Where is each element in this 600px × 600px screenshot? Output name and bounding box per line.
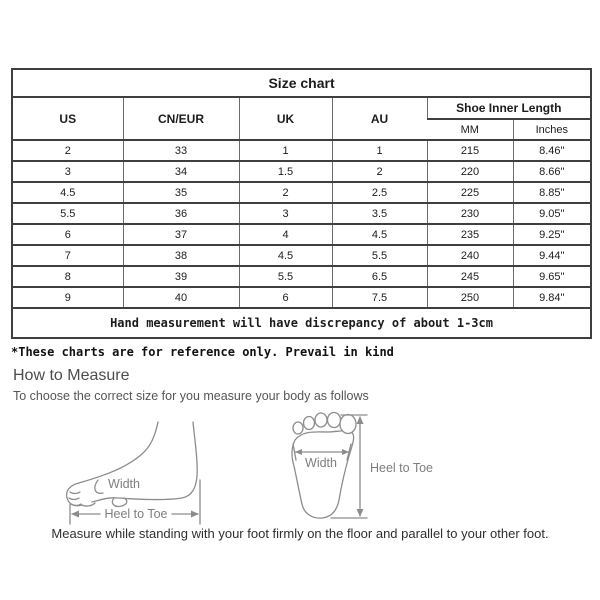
size-chart-table-wrap xyxy=(11,68,590,339)
column-header-inner-length: Shoe Inner Length xyxy=(427,97,591,119)
table-cell: 36 xyxy=(123,203,239,224)
table-cell: 4.5 xyxy=(12,182,123,203)
table-row xyxy=(12,140,591,161)
table-cell: 8.85" xyxy=(513,182,591,203)
foot-top-view-diagram xyxy=(283,408,461,531)
table-cell: 8.46" xyxy=(513,140,591,161)
table-cell: 4.5 xyxy=(332,224,427,245)
table-row xyxy=(12,182,591,203)
top-heel-to-toe-label: Heel to Toe xyxy=(370,461,434,475)
reference-disclaimer: *These charts are for reference only. Prevail in kind xyxy=(11,345,394,359)
table-cell: 2 xyxy=(12,140,123,161)
measurement-discrepancy-note: Hand measurement will have discrepancy of about 1-3cm xyxy=(12,308,591,338)
table-cell: 40 xyxy=(123,287,239,308)
table-cell: 4 xyxy=(239,224,332,245)
table-title-row xyxy=(12,69,591,97)
table-row xyxy=(12,266,591,287)
table-cell: 5.5 xyxy=(239,266,332,287)
column-header-uk: UK xyxy=(239,97,332,140)
table-cell: 1 xyxy=(332,140,427,161)
table-cell: 1 xyxy=(239,140,332,161)
table-cell: 220 xyxy=(427,161,513,182)
table-cell: 7.5 xyxy=(332,287,427,308)
table-cell: 245 xyxy=(427,266,513,287)
table-cell: 9.65" xyxy=(513,266,591,287)
table-cell: 2 xyxy=(239,182,332,203)
table-cell: 5.5 xyxy=(332,245,427,266)
top-width-label: Width xyxy=(305,456,337,470)
table-cell: 39 xyxy=(123,266,239,287)
column-header-cneur: CN/EUR xyxy=(123,97,239,140)
table-cell: 250 xyxy=(427,287,513,308)
column-header-us: US xyxy=(12,97,123,140)
foot-side-view-diagram xyxy=(62,418,212,537)
table-cell: 2.5 xyxy=(332,182,427,203)
foot-top-view-icon xyxy=(283,408,461,526)
table-cell: 1.5 xyxy=(239,161,332,182)
how-to-measure-heading: How to Measure xyxy=(13,367,130,384)
column-header-mm: MM xyxy=(427,119,513,140)
table-cell: 5.5 xyxy=(12,203,123,224)
table-cell: 9.05" xyxy=(513,203,591,224)
table-row xyxy=(12,287,591,308)
table-cell: 9.25" xyxy=(513,224,591,245)
table-cell: 240 xyxy=(427,245,513,266)
table-cell: 3.5 xyxy=(332,203,427,224)
column-header-inches: Inches xyxy=(513,119,591,140)
column-header-au: AU xyxy=(332,97,427,140)
table-cell: 235 xyxy=(427,224,513,245)
table-cell: 8.66" xyxy=(513,161,591,182)
table-footnote-row xyxy=(12,308,591,338)
table-cell: 6.5 xyxy=(332,266,427,287)
foot-side-view-icon xyxy=(62,418,212,532)
table-cell: 2 xyxy=(332,161,427,182)
table-cell: 6 xyxy=(12,224,123,245)
table-cell: 225 xyxy=(427,182,513,203)
measure-instruction: Measure while standing with your foot firmly on the floor and parallel to your other foot. xyxy=(51,526,549,541)
size-table-body xyxy=(12,140,591,308)
size-chart-table xyxy=(11,68,592,339)
table-cell: 33 xyxy=(123,140,239,161)
table-row xyxy=(12,245,591,266)
table-cell: 7 xyxy=(12,245,123,266)
table-cell: 8 xyxy=(12,266,123,287)
table-cell: 9.84" xyxy=(513,287,591,308)
table-cell: 6 xyxy=(239,287,332,308)
table-cell: 9 xyxy=(12,287,123,308)
table-cell: 3 xyxy=(12,161,123,182)
table-cell: 4.5 xyxy=(239,245,332,266)
table-cell: 37 xyxy=(123,224,239,245)
table-cell: 230 xyxy=(427,203,513,224)
side-heel-to-toe-label: Heel to Toe xyxy=(104,507,168,521)
side-width-label: Width xyxy=(108,477,140,491)
table-header-row xyxy=(12,97,591,119)
table-cell: 34 xyxy=(123,161,239,182)
table-cell: 38 xyxy=(123,245,239,266)
table-cell: 35 xyxy=(123,182,239,203)
table-cell: 9.44" xyxy=(513,245,591,266)
size-chart-title: Size chart xyxy=(12,69,591,97)
table-cell: 215 xyxy=(427,140,513,161)
table-row xyxy=(12,161,591,182)
table-cell: 3 xyxy=(239,203,332,224)
table-row xyxy=(12,224,591,245)
how-to-measure-subheading: To choose the correct size for you measure your body as follows xyxy=(13,389,369,403)
table-row xyxy=(12,203,591,224)
